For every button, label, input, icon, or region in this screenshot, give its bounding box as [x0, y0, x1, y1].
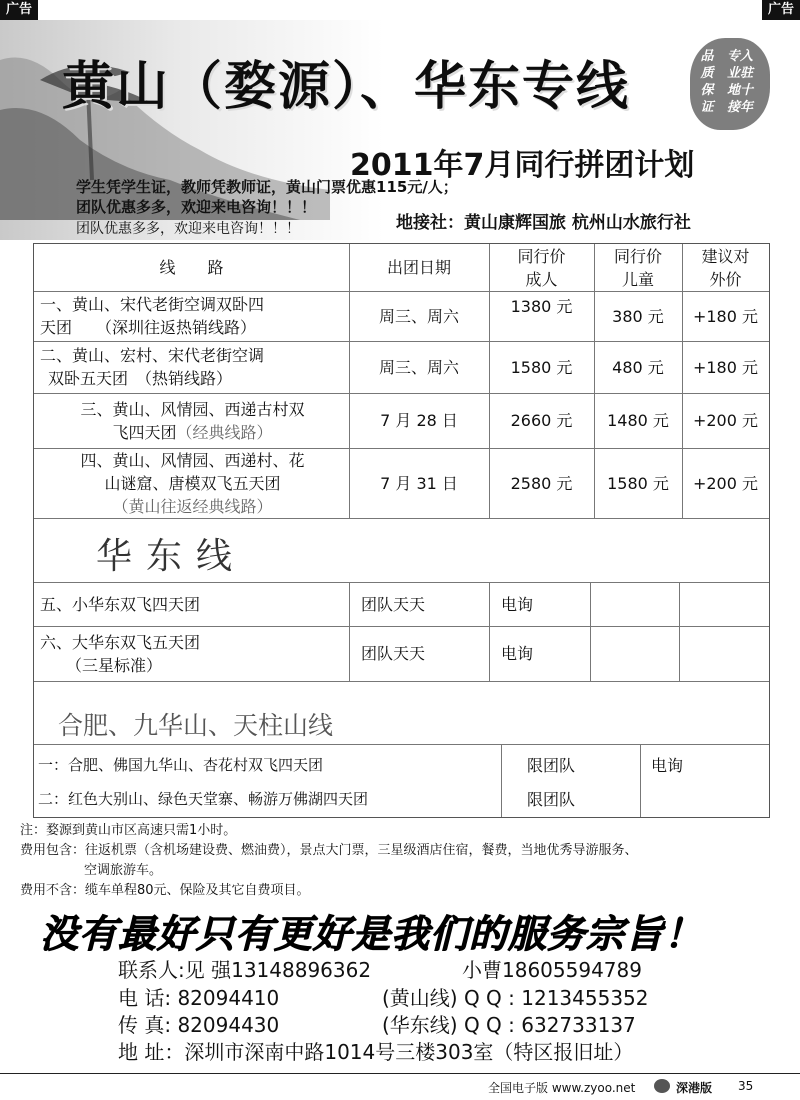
departure-date: 7 月 31 日	[380, 473, 458, 493]
table-row-route	[40, 341, 345, 393]
table-row-route	[40, 626, 345, 681]
price-inquiry: 电询	[501, 594, 534, 614]
child-price: 1580 元	[607, 473, 669, 493]
footer-site: 全国电子版 www.zyoo.net	[488, 1081, 636, 1095]
route-line: 一、黄山、宋代老街空调双卧四	[40, 295, 265, 314]
adult-price: 1580 元	[510, 357, 573, 377]
header-date: 出团日期	[386, 258, 451, 277]
table-row-route: 五、小华东双飞四天团	[40, 594, 201, 614]
contact-fax: 传 真: 82094430	[118, 1013, 280, 1037]
service-slogan: 没有最好只有更好是我们的服务宗旨！	[40, 912, 704, 956]
route-table	[33, 243, 770, 818]
edition-logo-icon	[654, 1079, 670, 1093]
departure-date: 周三、周六	[378, 306, 459, 326]
price-inquiry: 电询	[501, 644, 534, 663]
retail-markup: +180 元	[692, 306, 759, 326]
header-adult-2: 成人	[525, 269, 558, 289]
departure-date: 限团队	[527, 756, 576, 775]
route-line: 双卧五天团 （热销线路）	[48, 369, 233, 388]
route-tag: （黄山往返经典线路）	[112, 496, 273, 516]
contact-people: 联系人:见 强13148896362	[118, 958, 372, 982]
table-row-route	[40, 291, 345, 341]
header-child	[594, 244, 682, 291]
header-route: 线 路	[159, 258, 224, 277]
footer-edition: 深港版	[676, 1081, 713, 1095]
header-child-1: 同行价	[613, 246, 662, 266]
plan-title: 2011年7月同行拼团计划	[350, 148, 695, 183]
child-price: 480 元	[612, 357, 664, 377]
contact-qq-huangshan: (黄山线) Q Q : 1213455352	[382, 986, 649, 1010]
seal-col-3: 保	[700, 83, 714, 98]
seal-row-4: 接年	[726, 100, 753, 115]
seal-col-2: 质	[700, 66, 714, 81]
section-title-hefei: 合肥、九华山、天柱山线	[58, 711, 334, 740]
seal-col-1: 品	[700, 49, 714, 64]
child-price: 380 元	[612, 306, 664, 326]
route-tag: （经典线路）	[176, 422, 273, 442]
departure-date: 团队天天	[361, 594, 426, 614]
note-line: 空调旅游车。	[84, 863, 163, 878]
ad-label-left: 广告	[0, 0, 38, 20]
departure-date: 周三、周六	[378, 357, 459, 377]
section-title-east-china: 华东线	[96, 536, 247, 577]
retail-markup: +180 元	[692, 357, 759, 377]
seal-row-1: 专入	[726, 49, 753, 64]
table-row-route	[40, 393, 345, 448]
seal-row-3: 地十	[726, 83, 753, 98]
adult-price: 1380 元	[510, 296, 573, 316]
header-child-2: 儿童	[621, 269, 654, 289]
ad-label-right: 广告	[762, 0, 800, 20]
promo-line-2: 团队优惠多多，欢迎来电咨询！！！	[76, 198, 317, 216]
route-line: 天团 （深圳往返热销线路）	[40, 318, 257, 337]
route-line: 山谜窟、唐模双飞五天团	[104, 473, 281, 493]
note-line: 注：婺源到黄山市区高速只需1小时。	[20, 823, 237, 838]
table-row-route	[40, 448, 345, 518]
route-line: 六、大华东双飞五天团	[40, 632, 201, 652]
fee-notes	[20, 821, 638, 901]
retail-markup: +200 元	[692, 411, 759, 430]
page-title: 黄山（婺源）、华东专线	[62, 56, 631, 117]
contact-phone: 电 话: 82094410	[118, 986, 280, 1010]
agency-info: 地接社：黄山康辉国旅 杭州山水旅行社	[396, 213, 691, 233]
route-line: 四、黄山、风情园、西递村、花	[80, 450, 305, 470]
header-retail-2: 外价	[709, 269, 742, 289]
adult-price: 2580 元	[510, 473, 573, 493]
note-line: 费用不含：缆车单程80元、保险及其它自费项目。	[20, 883, 310, 898]
child-price: 1480 元	[607, 411, 669, 430]
quality-seal	[690, 38, 770, 130]
route-line: 飞四天团	[112, 422, 177, 442]
departure-date: 7 月 28 日	[380, 411, 458, 430]
seal-row-2: 业驻	[726, 66, 753, 81]
page-number: 35	[738, 1079, 754, 1093]
seal-col-4: 证	[700, 100, 714, 115]
adult-price: 2660 元	[510, 411, 573, 430]
route-line: 二、黄山、宏村、宋代老街空调	[40, 346, 265, 365]
price-inquiry: 电询	[651, 756, 684, 775]
header-retail-1: 建议对	[701, 246, 750, 266]
contact-qq-east-china: (华东线) Q Q : 632733137	[382, 1013, 636, 1037]
promo-line-1: 学生凭学生证，教师凭教师证，黄山门票优惠115元/人；	[76, 178, 458, 196]
route-line: （三星标准）	[66, 655, 163, 675]
table-row-route: 二：红色大别山、绿色天堂寨、畅游万佛湖四天团	[38, 789, 369, 808]
header-retail	[682, 244, 769, 291]
contact-address: 地 址：深圳市深南中路1014号三楼303室（特区报旧址）	[118, 1040, 634, 1064]
table-row-route: 一：合肥、佛国九华山、杏花村双飞四天团	[38, 756, 324, 774]
header-adult	[489, 244, 594, 291]
departure-date: 限团队	[527, 789, 576, 809]
note-line: 费用包含：往返机票（含机场建设费、燃油费），景点大门票，三星级酒店住宿，餐费，当地优秀导游服务、	[20, 843, 638, 858]
departure-date: 团队天天	[361, 644, 426, 663]
footer-rule	[0, 1073, 800, 1074]
route-line: 三、黄山、风情园、西递古村双	[80, 399, 305, 419]
retail-markup: +200 元	[692, 473, 759, 493]
route-line-wrap	[112, 421, 272, 444]
promo-line-3: 团队优惠多多，欢迎来电咨询！！！	[76, 221, 300, 237]
contact-people-2: 小曹18605594789	[462, 958, 642, 982]
header-adult-1: 同行价	[517, 246, 566, 266]
